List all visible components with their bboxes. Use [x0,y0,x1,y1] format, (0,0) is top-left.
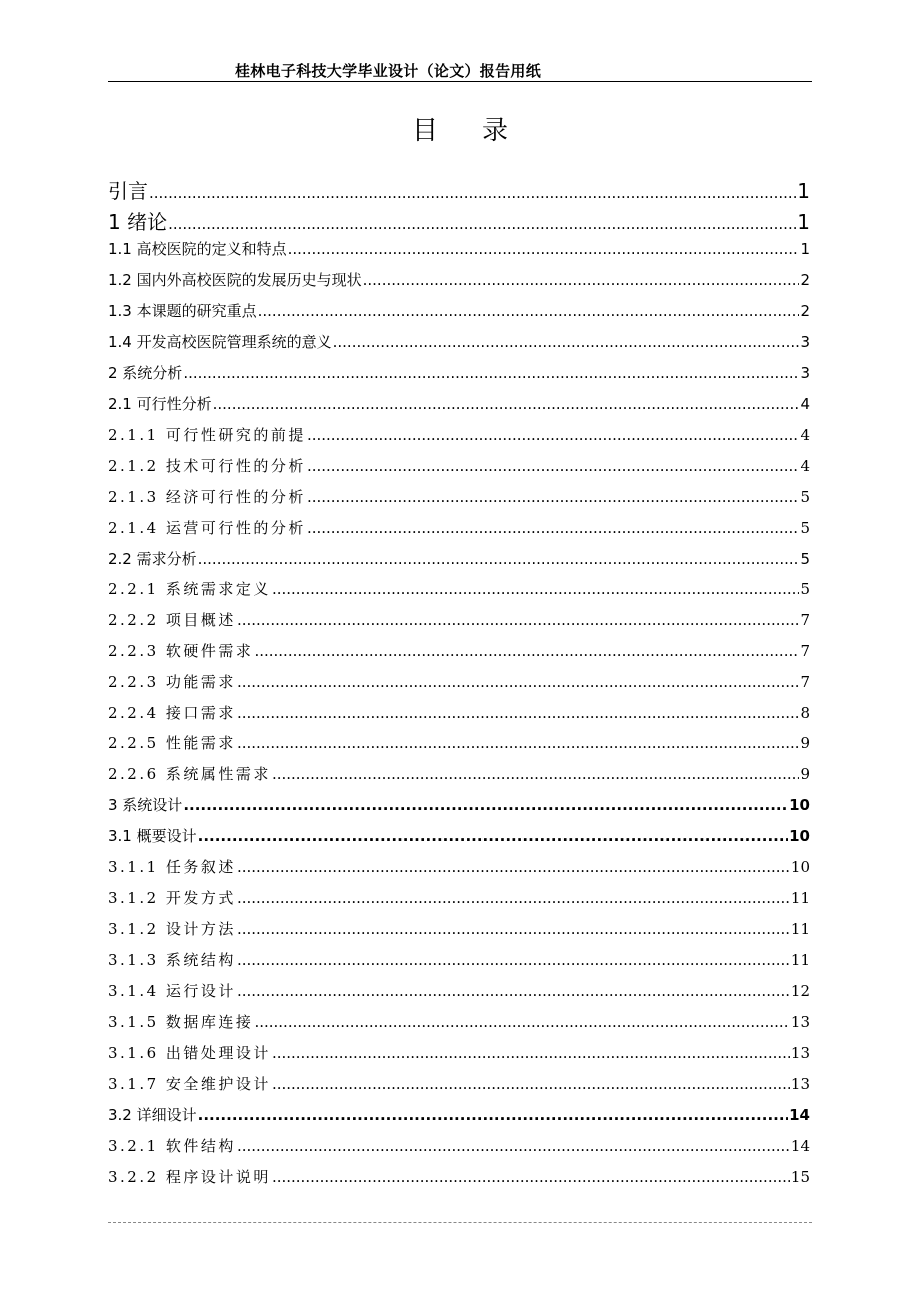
toc-dot-leader [198,827,789,845]
toc-entry[interactable] [108,1073,810,1094]
toc-entry-page: 13 [790,1075,810,1093]
toc-entry-page: 10 [790,858,810,876]
toc-entry[interactable] [108,763,810,784]
toc-dot-leader [183,364,799,382]
toc-entry[interactable] [108,1011,810,1032]
toc-entry[interactable] [108,980,810,1001]
toc-dot-leader [307,426,800,444]
toc-entry[interactable] [108,856,810,877]
toc-entry-label: 引言 [108,179,148,203]
toc-dot-leader [254,1013,789,1031]
toc-entry-label: 3.1.3 系统结构 [108,951,236,969]
toc-entry-page: 7 [800,611,810,629]
toc-entry-page: 5 [800,550,810,568]
toc-entry-label: 3.1.1 任务叙述 [108,858,236,876]
toc-entry-page: 9 [800,734,810,752]
toc-entry-label: 3.2 详细设计 [108,1106,197,1124]
toc-entry[interactable] [108,949,810,970]
toc-entry[interactable] [108,794,810,815]
toc-entry-page: 12 [790,982,810,1000]
toc-entry[interactable] [108,331,810,352]
toc-entry-page: 11 [790,951,810,969]
toc-entry-page: 10 [789,796,810,814]
toc-dot-leader [272,1168,790,1186]
toc-entry[interactable] [108,640,810,661]
toc-dot-leader [288,240,800,258]
toc-entry-page: 5 [800,488,810,506]
toc-entry-label: 2.1.2 技术可行性的分析 [108,457,306,475]
toc-entry[interactable] [108,1042,810,1063]
toc-entry[interactable] [108,238,810,259]
toc-dot-leader [149,179,796,203]
toc-entry-label: 2.2.4 接口需求 [108,704,236,722]
toc-entry[interactable] [108,918,810,939]
toc-entry-page: 9 [800,765,810,783]
toc-entry-page: 10 [789,827,810,845]
toc-entry-label: 3.1.7 安全维护设计 [108,1075,271,1093]
toc-entry-page: 5 [800,580,810,598]
toc-entry-page: 4 [800,457,810,475]
toc-entry-label: 2.2.5 性能需求 [108,734,236,752]
toc-entry-label: 2.1.1 可行性研究的前提 [108,426,306,444]
toc-entry[interactable] [108,609,810,630]
toc-dot-leader [183,796,788,814]
toc-entry[interactable] [108,486,810,507]
toc-dot-leader [237,982,790,1000]
toc-entry[interactable] [108,206,810,235]
toc-entry-label: 3.1 概要设计 [108,827,197,845]
toc-entry-label: 2.2.1 系统需求定义 [108,580,271,598]
toc-entry-label: 2.1.4 运营可行性的分析 [108,519,306,537]
toc-entry-label: 3.1.2 设计方法 [108,920,236,938]
toc-entry-page: 13 [790,1013,810,1031]
toc-entry-label: 2.2.2 项目概述 [108,611,236,629]
toc-entry[interactable] [108,175,810,204]
toc-entry[interactable] [108,671,810,692]
toc-entry-page: 11 [790,920,810,938]
toc-entry-page: 1 [797,210,810,234]
toc-dot-leader [237,920,790,938]
toc-entry-label: 1.3 本课题的研究重点 [108,302,257,320]
toc-entry-page: 1 [800,240,810,258]
toc-entry-label: 1 绪论 [108,210,168,234]
toc-entry-label: 1.2 国内外高校医院的发展历史与现状 [108,271,362,289]
toc-dot-leader [213,395,800,413]
toc-entry-page: 1 [797,179,810,203]
toc-dot-leader [168,210,796,234]
page-header: 桂林电子科技大学毕业设计（论文）报告用纸 [235,62,542,80]
toc-entry-label: 3.1.4 运行设计 [108,982,236,1000]
toc-entry[interactable] [108,424,810,445]
toc-dot-leader [258,302,800,320]
toc-dot-leader [237,673,800,691]
toc-dot-leader [272,1075,790,1093]
toc-entry-page: 15 [790,1168,810,1186]
toc-entry-page: 4 [800,426,810,444]
toc-entry-label: 3.1.5 数据库连接 [108,1013,254,1031]
toc-dot-leader [237,951,790,969]
toc-entry[interactable] [108,1166,810,1187]
toc-dot-leader [333,333,800,351]
toc-entry-label: 2.1.3 经济可行性的分析 [108,488,306,506]
toc-entry-label: 2.2.3 功能需求 [108,673,236,691]
page-title: 目录 [411,116,552,146]
toc-entry-page: 3 [800,364,810,382]
toc-entry[interactable] [108,732,810,753]
toc-entry[interactable] [108,578,810,599]
toc-entry-page: 5 [800,519,810,537]
toc-dot-leader [272,765,800,783]
toc-dot-leader [237,704,800,722]
toc-entry-page: 14 [790,1137,810,1155]
toc-entry-page: 13 [790,1044,810,1062]
toc-entry-page: 8 [800,704,810,722]
toc-entry-page: 11 [790,889,810,907]
toc-dot-leader [237,611,800,629]
toc-entry-page: 2 [800,302,810,320]
header-rule [108,81,812,82]
toc-dot-leader [272,580,800,598]
toc-dot-leader [307,519,800,537]
toc-entry-page: 7 [800,642,810,660]
toc-entry[interactable] [108,362,810,383]
toc-entry-page: 7 [800,673,810,691]
toc-entry[interactable] [108,887,810,908]
footer-rule [108,1222,812,1223]
toc-entry-page: 14 [789,1106,810,1124]
toc-dot-leader [307,457,800,475]
toc-dot-leader [198,1106,789,1124]
toc-entry-label: 2 系统分析 [108,364,183,382]
toc-dot-leader [254,642,799,660]
toc-entry-label: 2.2 需求分析 [108,550,197,568]
toc-entry-label: 3.2.1 软件结构 [108,1137,236,1155]
toc-entry[interactable] [108,825,810,846]
toc-dot-leader [237,734,800,752]
toc-entry[interactable] [108,455,810,476]
toc-entry[interactable] [108,548,810,569]
toc-entry-label: 3 系统设计 [108,796,183,814]
toc-entry-label: 1.1 高校医院的定义和特点 [108,240,287,258]
toc-entry[interactable] [108,393,810,414]
toc-dot-leader [272,1044,790,1062]
toc-dot-leader [237,858,790,876]
toc-entry-page: 4 [800,395,810,413]
toc-entry-page: 2 [800,271,810,289]
toc-dot-leader [237,889,790,907]
toc-entry-label: 3.1.2 开发方式 [108,889,236,907]
toc-entry-label: 3.1.6 出错处理设计 [108,1044,271,1062]
toc-dot-leader [363,271,800,289]
toc-entry[interactable] [108,1104,810,1125]
toc-entry[interactable] [108,517,810,538]
toc-entry-label: 1.4 开发高校医院管理系统的意义 [108,333,332,351]
toc-entry-label: 2.2.6 系统属性需求 [108,765,271,783]
toc-entry[interactable] [108,269,810,290]
toc-dot-leader [307,488,800,506]
toc-entry-page: 3 [800,333,810,351]
toc-entry[interactable] [108,300,810,321]
toc-entry[interactable] [108,702,810,723]
toc-entry[interactable] [108,1135,810,1156]
toc-entry-label: 2.2.3 软硬件需求 [108,642,254,660]
toc-entry-label: 3.2.2 程序设计说明 [108,1168,271,1186]
toc-dot-leader [198,550,800,568]
toc-dot-leader [237,1137,790,1155]
toc-entry-label: 2.1 可行性分析 [108,395,212,413]
